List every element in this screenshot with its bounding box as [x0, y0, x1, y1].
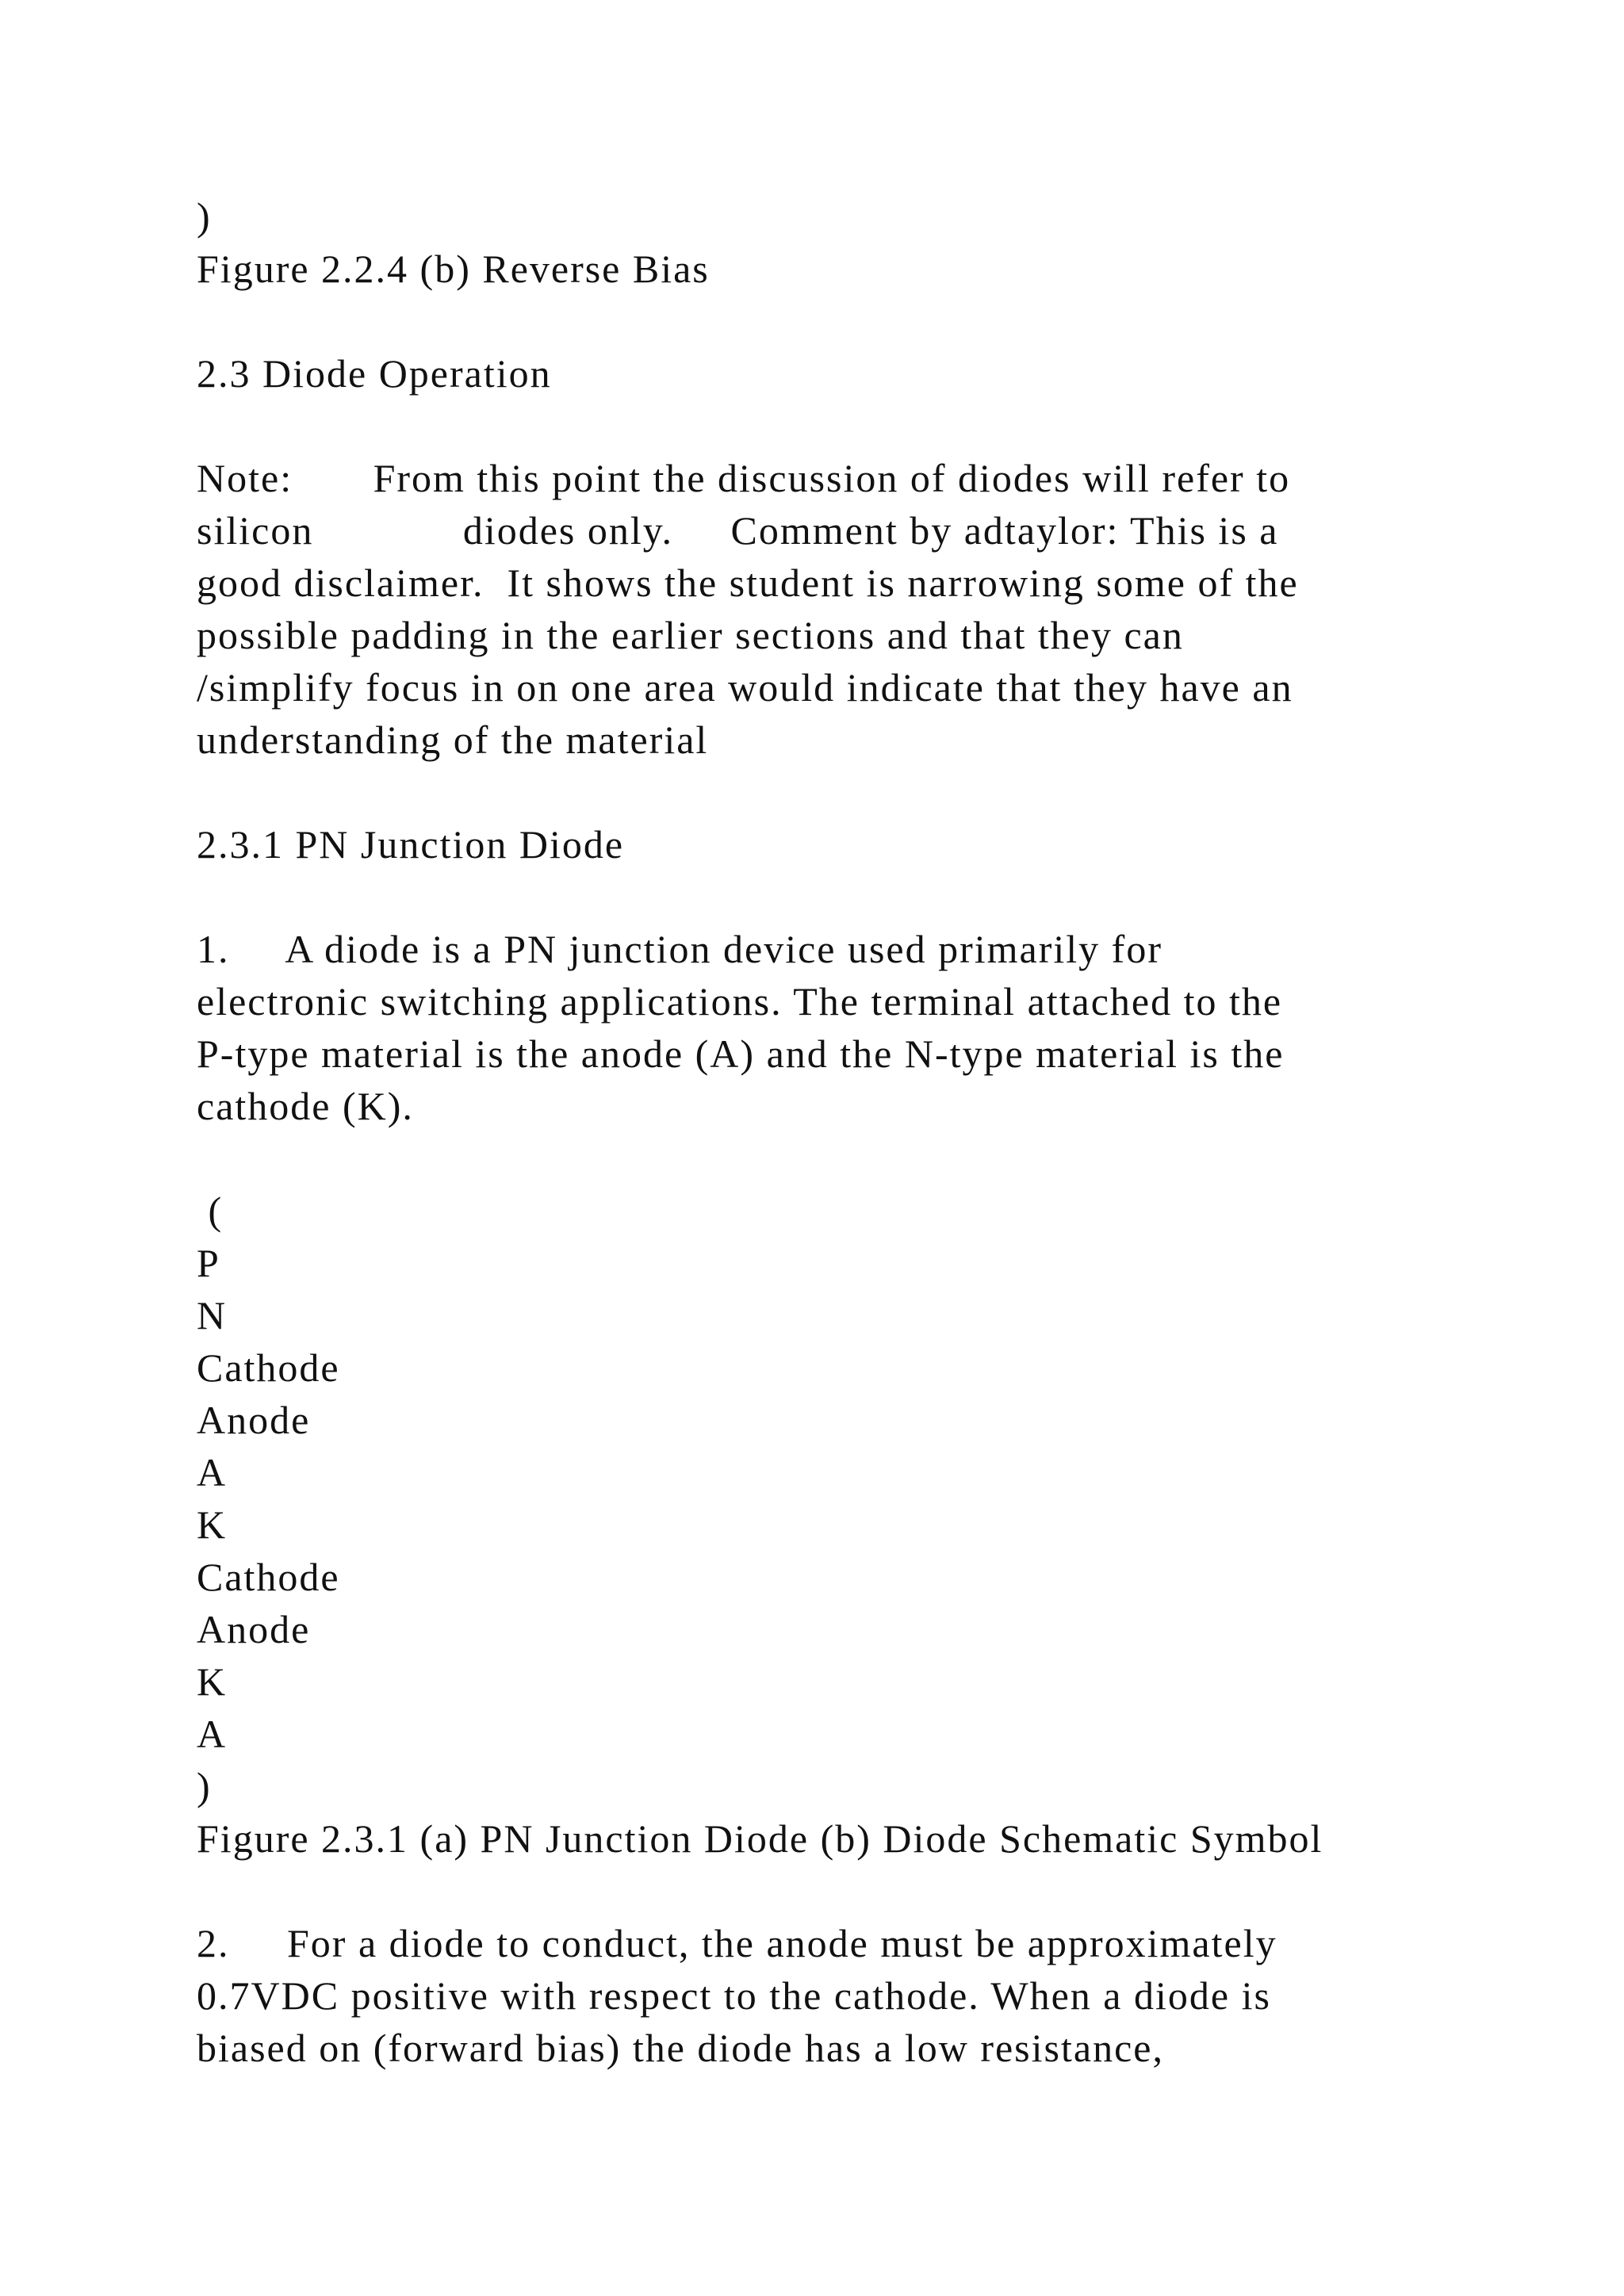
note-line: good disclaimer. It shows the student is narrowing some of the [197, 561, 1299, 605]
figure-label: ) [197, 1764, 212, 1808]
figure-label: Anode [197, 1398, 311, 1442]
paragraph-line: electronic switching applications. The terminal attached to the [197, 979, 1283, 1024]
spacer [197, 295, 1529, 347]
paragraph-line: P-type material is the anode (A) and the N-type material is the [197, 1031, 1285, 1076]
paragraph-2 [197, 1917, 1529, 2074]
figure-caption-2-3-1: Figure 2.3.1 (a) PN Junction Diode (b) Diode Schematic Symbol [197, 1816, 1323, 1861]
figure-label: K [197, 1502, 228, 1547]
document-body [197, 190, 1529, 2074]
figure-close-paren: ) [197, 194, 212, 239]
paragraph-line: 0.7VDC positive with respect to the cathode. When a diode is [197, 1973, 1271, 2018]
paragraph-line: cathode (K). [197, 1084, 414, 1128]
paragraph-line: 2. For a diode to conduct, the anode must be approximately [197, 1921, 1277, 1965]
section-heading: 2.3 Diode Operation [197, 351, 552, 396]
note-line: possible padding in the earlier sections and that they can [197, 613, 1184, 657]
figure-label: A [197, 1712, 228, 1756]
note-paragraph [197, 452, 1529, 766]
note-line: /simplify focus in on one area would indicate that they have an [197, 665, 1293, 710]
paragraph-line: biased on (forward bias) the diode has a low resistance, [197, 2026, 1164, 2070]
figure-label: K [197, 1659, 228, 1704]
figure-label: Anode [197, 1607, 311, 1651]
note-line: understanding of the material [197, 718, 709, 762]
paragraph-1 [197, 923, 1529, 1132]
note-line: Note: From this point the discussion of diodes will refer to [197, 456, 1291, 500]
figure-caption-2-2-4b: Figure 2.2.4 (b) Reverse Bias [197, 247, 710, 291]
spacer [197, 766, 1529, 818]
figure-label-list [197, 1184, 1529, 1812]
figure-label: Cathode [197, 1555, 340, 1599]
figure-label: ( [197, 1188, 224, 1233]
spacer [197, 400, 1529, 452]
spacer [197, 871, 1529, 923]
figure-label: P [197, 1241, 220, 1285]
spacer [197, 1132, 1529, 1184]
figure-label: N [197, 1293, 228, 1337]
spacer [197, 1865, 1529, 1917]
note-line: silicon diodes only. Comment by adtaylor: This is a [197, 508, 1279, 553]
figure-label: Cathode [197, 1345, 340, 1390]
paragraph-line: 1. A diode is a PN junction device used primarily for [197, 927, 1162, 971]
subsection-heading: 2.3.1 PN Junction Diode [197, 822, 625, 867]
figure-label: A [197, 1450, 228, 1494]
